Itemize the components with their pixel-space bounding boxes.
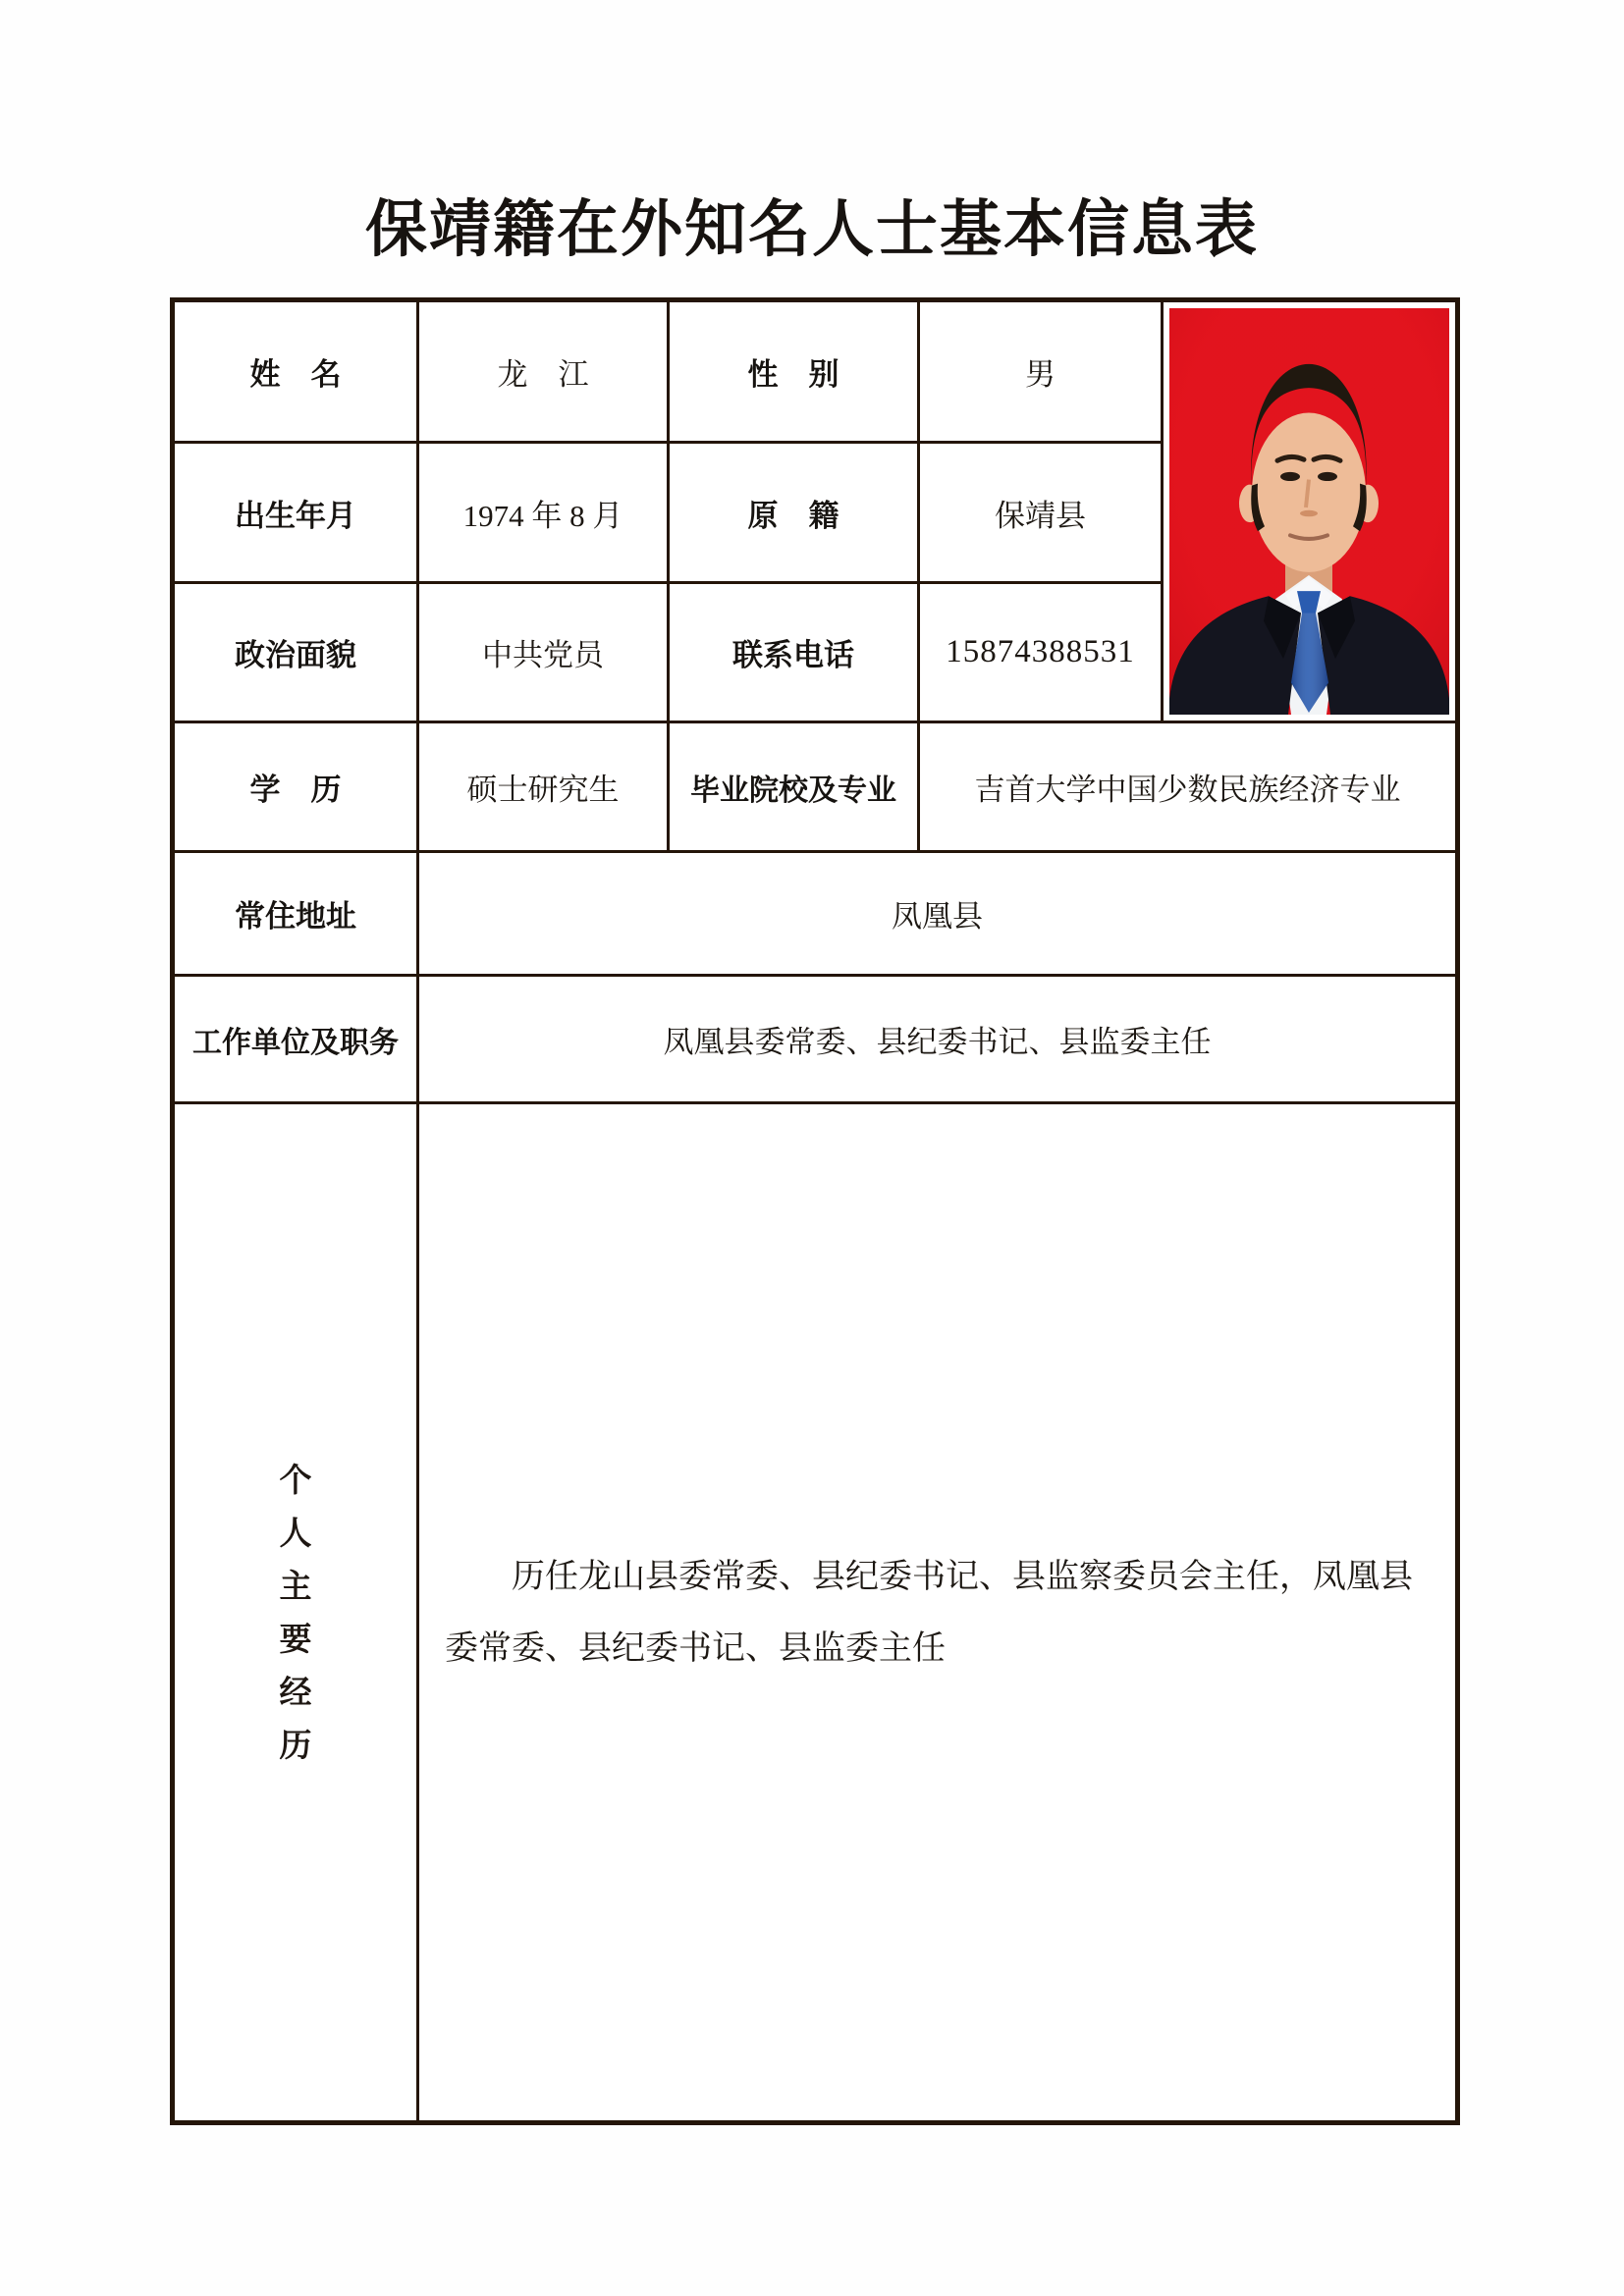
birth-date-label: 出生年月 [175, 444, 419, 584]
experience-value: 历任龙山县委常委、县纪委书记、县监察委员会主任，凤凰县委常委、县纪委书记、县监委主任 [445, 1558, 1413, 1667]
nostrils [1300, 510, 1318, 516]
political-status-value: 中共党员 [419, 584, 670, 723]
experience-value-cell [419, 1104, 1455, 2120]
experience-label-char: 个 [279, 1462, 312, 1498]
work-position-label: 工作单位及职务 [175, 977, 419, 1104]
name-label: 姓 名 [175, 302, 419, 444]
address-label: 常住地址 [175, 853, 419, 977]
origin-label: 原 籍 [670, 444, 920, 584]
birth-date-value: 1974 年 8 月 [419, 444, 670, 584]
info-table [170, 297, 1460, 2125]
experience-label [175, 1104, 419, 2120]
name-value: 龙 江 [419, 302, 670, 444]
portrait-photo [1164, 302, 1455, 723]
education-value: 硕士研究生 [419, 723, 670, 853]
left-eye [1280, 472, 1300, 481]
portrait-photo-image [1169, 308, 1449, 715]
school-major-label: 毕业院校及专业 [670, 723, 920, 853]
experience-label-char: 历 [279, 1727, 312, 1763]
right-eye [1318, 472, 1337, 481]
education-label: 学 历 [175, 723, 419, 853]
address-value: 凤凰县 [419, 853, 1455, 977]
phone-label: 联系电话 [670, 584, 920, 723]
gender-value: 男 [920, 302, 1164, 444]
school-major-value: 吉首大学中国少数民族经济专业 [920, 723, 1455, 853]
experience-label-char: 主 [279, 1568, 312, 1604]
page-title: 保靖籍在外知名人士基本信息表 [365, 195, 1259, 264]
work-position-value: 凤凰县委常委、县纪委书记、县监委主任 [419, 977, 1455, 1104]
origin-value: 保靖县 [920, 444, 1164, 584]
political-status-label: 政治面貌 [175, 584, 419, 723]
experience-label-char: 经 [279, 1674, 312, 1710]
experience-label-char: 要 [279, 1621, 312, 1657]
experience-label-char: 人 [279, 1515, 312, 1551]
gender-label: 性 别 [670, 302, 920, 444]
phone-value: 15874388531 [920, 584, 1164, 723]
